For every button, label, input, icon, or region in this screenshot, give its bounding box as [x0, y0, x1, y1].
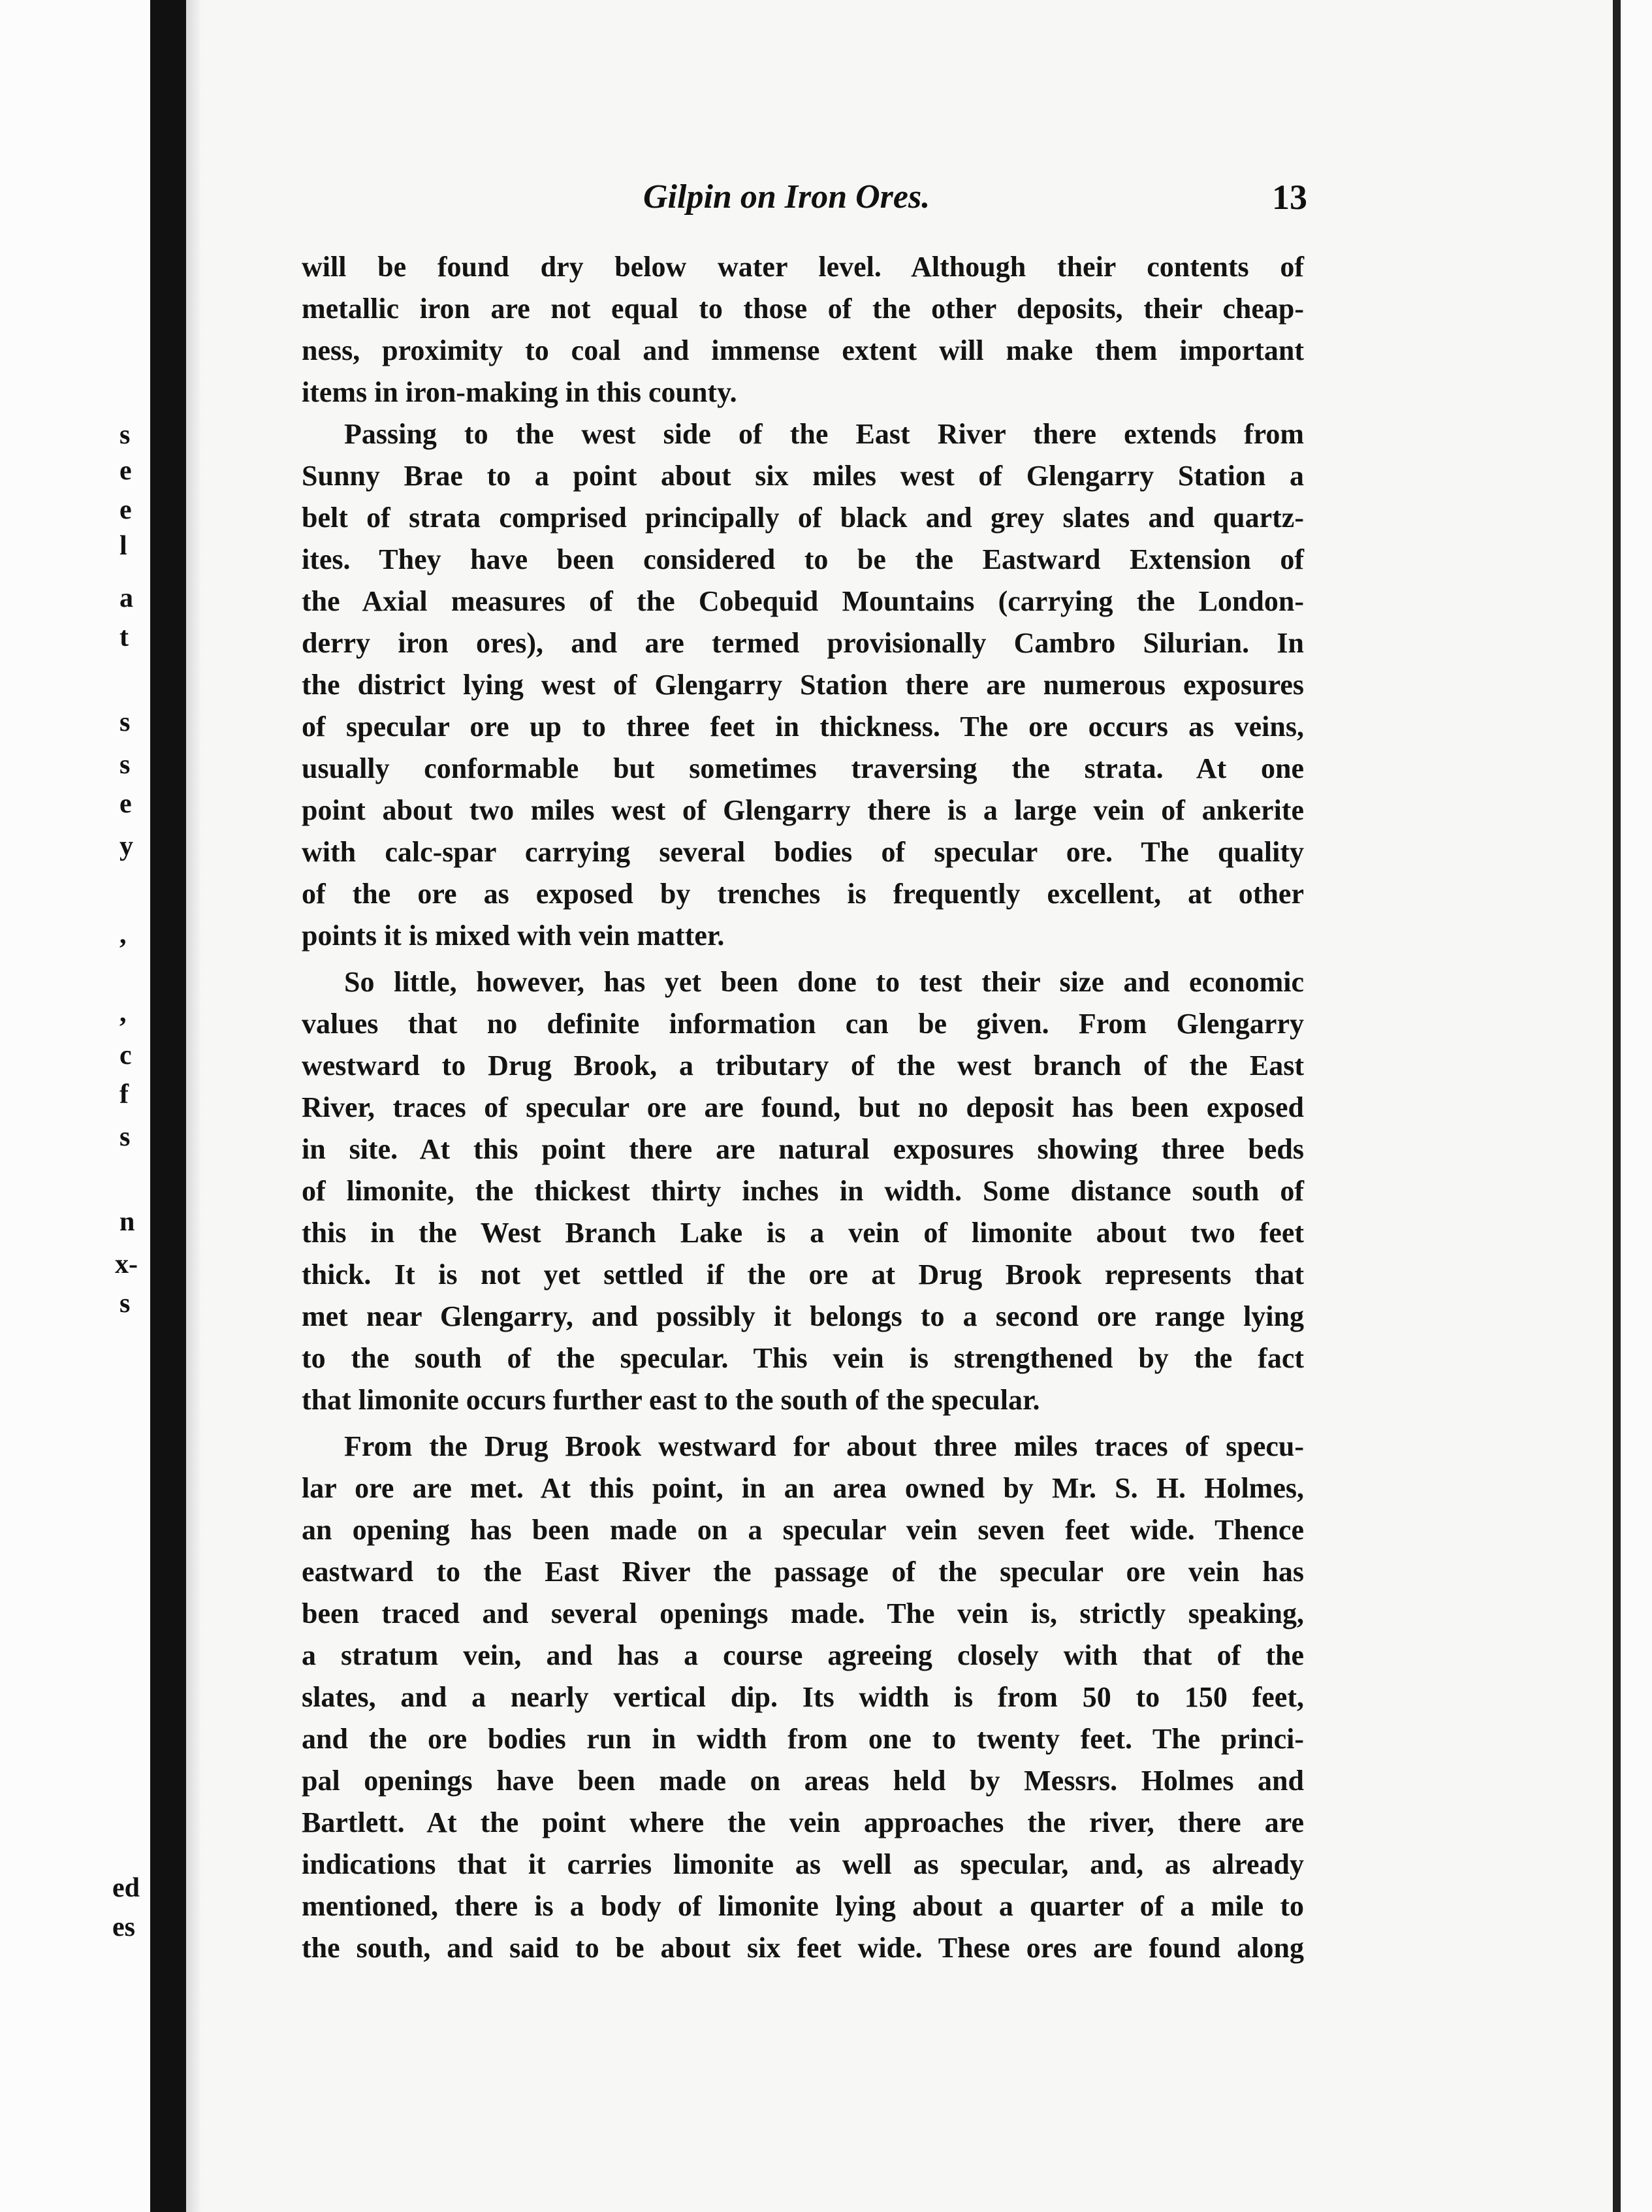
facing-page-fragment: t [119, 622, 129, 652]
text-line: the Axial measures of the Cobequid Mountains (carrying the London- [302, 585, 1304, 617]
text-line: point about two miles west of Glengarry there is a large vein of ankerite [302, 794, 1304, 826]
text-line: derry iron ores), and are termed provisionally Cambro Silurian. In [302, 627, 1304, 659]
text-line: points it is mixed with vein matter. [302, 920, 725, 952]
text-line: met near Glengarry, and possibly it belongs to a second ore range lying [302, 1300, 1304, 1332]
text-line: in site. At this point there are natural exposures showing three beds [302, 1133, 1304, 1165]
text-line: Bartlett. At the point where the vein approaches the river, there are [302, 1806, 1304, 1838]
text-line: eastward to the East River the passage of the specular ore vein has [302, 1556, 1304, 1588]
text-line: So little, however, has yet been done to test their size and economic [344, 966, 1304, 998]
text-line: mentioned, there is a body of limonite lying about a quarter of a mile to [302, 1890, 1304, 1922]
facing-page-fragment: s [119, 1122, 131, 1152]
text-line: metallic iron are not equal to those of the other deposits, their cheap- [302, 293, 1304, 325]
text-line: the south, and said to be about six feet wide. These ores are found along [302, 1932, 1304, 1964]
facing-page-fragment: , [119, 998, 127, 1028]
text-line: Sunny Brae to a point about six miles west of Glengarry Station a [302, 460, 1304, 492]
facing-page-fragment: l [119, 531, 127, 561]
facing-page-margin [0, 0, 150, 2212]
text-line: River, traces of specular ore are found, but no deposit has been exposed [302, 1091, 1304, 1123]
page-number: 13 [1272, 178, 1307, 217]
text-line: the district lying west of Glengarry Station there are numerous exposures [302, 669, 1304, 701]
facing-page-fragment: y [119, 831, 133, 861]
page-gutter [186, 0, 200, 2212]
text-line: of specular ore up to three feet in thickness. The ore occurs as veins, [302, 711, 1304, 743]
text-line: values that no definite information can be given. From Glengarry [302, 1008, 1304, 1040]
facing-page-fragment: e [119, 456, 132, 486]
text-line: an opening has been made on a specular vein seven feet wide. Thence [302, 1514, 1304, 1546]
scan-margin [1621, 0, 1652, 2212]
facing-page-fragment: ed [112, 1873, 140, 1903]
facing-page-fragment: e [119, 789, 132, 819]
text-line: slates, and a nearly vertical dip. Its width is from 50 to 150 feet, [302, 1681, 1304, 1713]
text-line: a stratum vein, and has a course agreeing closely with that of the [302, 1639, 1304, 1671]
book-binding-shadow [150, 0, 186, 2212]
text-line: ites. They have been considered to be the Eastward Extension of [302, 543, 1304, 575]
text-line: usually conformable but sometimes traversing the strata. At one [302, 752, 1304, 784]
facing-page-fragment: es [112, 1912, 135, 1942]
text-line: this in the West Branch Lake is a vein of limonite about two feet [302, 1217, 1304, 1249]
facing-page-fragment: , [119, 920, 127, 950]
text-line: to the south of the specular. This vein is strengthened by the fact [302, 1342, 1304, 1374]
facing-page-fragment: n [119, 1207, 135, 1237]
running-title: Gilpin on Iron Ores. [643, 178, 930, 216]
text-line: of limonite, the thickest thirty inches in width. Some distance south of [302, 1175, 1304, 1207]
facing-page-fragment: e [119, 495, 132, 525]
text-line: belt of strata comprised principally of black and grey slates and quartz- [302, 502, 1304, 534]
page-edge-shadow [1613, 0, 1621, 2212]
facing-page-fragment: s [119, 707, 131, 737]
text-line: items in iron-making in this county. [302, 376, 737, 408]
facing-page-fragment: s [119, 420, 131, 450]
text-line: westward to Drug Brook, a tributary of the west branch of the East [302, 1050, 1304, 1082]
text-line: that limonite occurs further east to the south of the specular. [302, 1384, 1040, 1416]
facing-page-fragment: c [119, 1040, 132, 1070]
text-line: From the Drug Brook westward for about three miles traces of specu- [344, 1430, 1304, 1462]
text-line: lar ore are met. At this point, in an area owned by Mr. S. H. Holmes, [302, 1472, 1304, 1504]
facing-page-fragment: a [119, 583, 133, 613]
text-line: indications that it carries limonite as well as specular, and, as already [302, 1848, 1304, 1880]
text-line: of the ore as exposed by trenches is frequently excellent, at other [302, 878, 1304, 910]
facing-page-fragment: f [119, 1080, 129, 1110]
facing-page-fragment: s [119, 750, 131, 780]
text-line: with calc-spar carrying several bodies of specular ore. The quality [302, 836, 1304, 868]
text-line: pal openings have been made on areas held by Messrs. Holmes and [302, 1765, 1304, 1797]
text-line: ness, proximity to coal and immense extent will make them important [302, 334, 1304, 366]
text-line: thick. It is not yet settled if the ore at Drug Brook represents that [302, 1258, 1304, 1290]
text-line: and the ore bodies run in width from one to twenty feet. The princi- [302, 1723, 1304, 1755]
facing-page-fragment: x- [115, 1249, 138, 1279]
text-line: will be found dry below water level. Although their contents of [302, 251, 1304, 283]
facing-page-fragment: s [119, 1289, 131, 1319]
text-line: Passing to the west side of the East River there extends from [344, 418, 1304, 450]
text-line: been traced and several openings made. The vein is, strictly speaking, [302, 1597, 1304, 1629]
